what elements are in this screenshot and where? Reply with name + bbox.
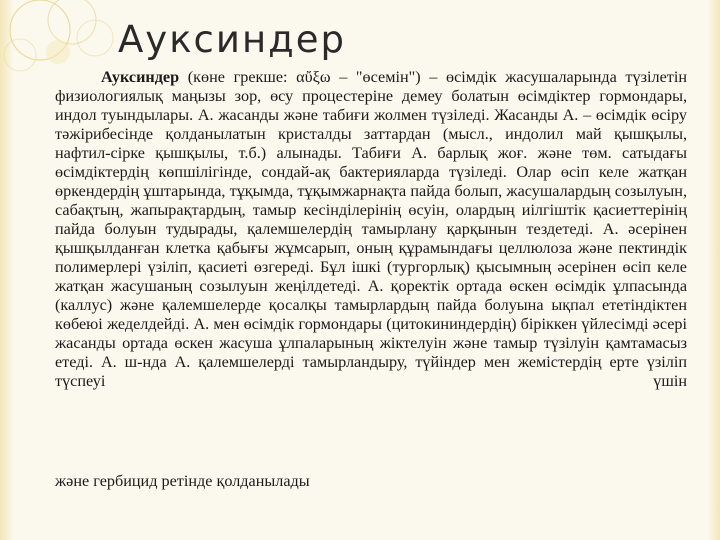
left-decor-band [0, 0, 14, 540]
page-title: Ауксиндер [118, 18, 346, 61]
term-heading: Ауксиндер [101, 68, 180, 86]
body-paragraph [55, 68, 687, 391]
right-decor-band [708, 0, 720, 540]
body-text: (көне грекше: αὔξω – "өсемін") – өсімдік жасушаларында түзілетін физиологиялық маңызы зор, өсу процестеріне демеу болатын өсімдіктер гормондары, индол туындылары. А. жасанды және табиғи жолмен түзіледі. Жасанды А. – өсімдік өсіру тәжірибесінде қолданылатын кристалды заттардан (мысл., индолил май қышқылы, нафтил-сірке қышқылы, т.б.) алынады. Табиғи А. барлық жоғ. және төм. сатыдағы өсімдіктердің көпшілігінде, сондай-ақ бактерияларда түзіледі. Олар өсіп келе жатқан өркендердің ұштарында, тұқымда, тұқымжарнақта пайда болып, жасушалардың созылуын, сабақтың, жапырақтардың, тамыр кесінділерінің өсуін, олардың иілгіштік қасиеттерінің пайда болуын тудырады, қалемшелердің тамырлану қарқынын тездетеді. А. әсерінен қышқылданған клетка қабығы жұмсарып, оның құрамындағы целлюлоза және пектиндік полимерлері үзіліп, қасиеті өзгереді. Бұл ішкі (тургорлық) қысымның әсерінен өсіп келе жатқан жасушаның созылуын жеңілдетеді. А. қоректік ортада өскен өсімдік ұлпасында (каллус) және қалемшелерде қосалқы тамырлардың пайда болуына ықпал ететіндіктен көбеюі жеделдейді. А. мен өсімдік гормондары (цитокининдердің) біріккен үйлесімді әсері жасанды ортада өскен жасуша ұлпаларының жіктелуін және тамыр түзілуін қамтамасыз етеді. А. ш-нда А. қалемшелерді тамырландыру, түйіндер мен жемістердің ерте үзіліп түспеуі үшін [55, 68, 687, 390]
body-last-line: және гербицид ретінде қолданылады [55, 472, 310, 490]
